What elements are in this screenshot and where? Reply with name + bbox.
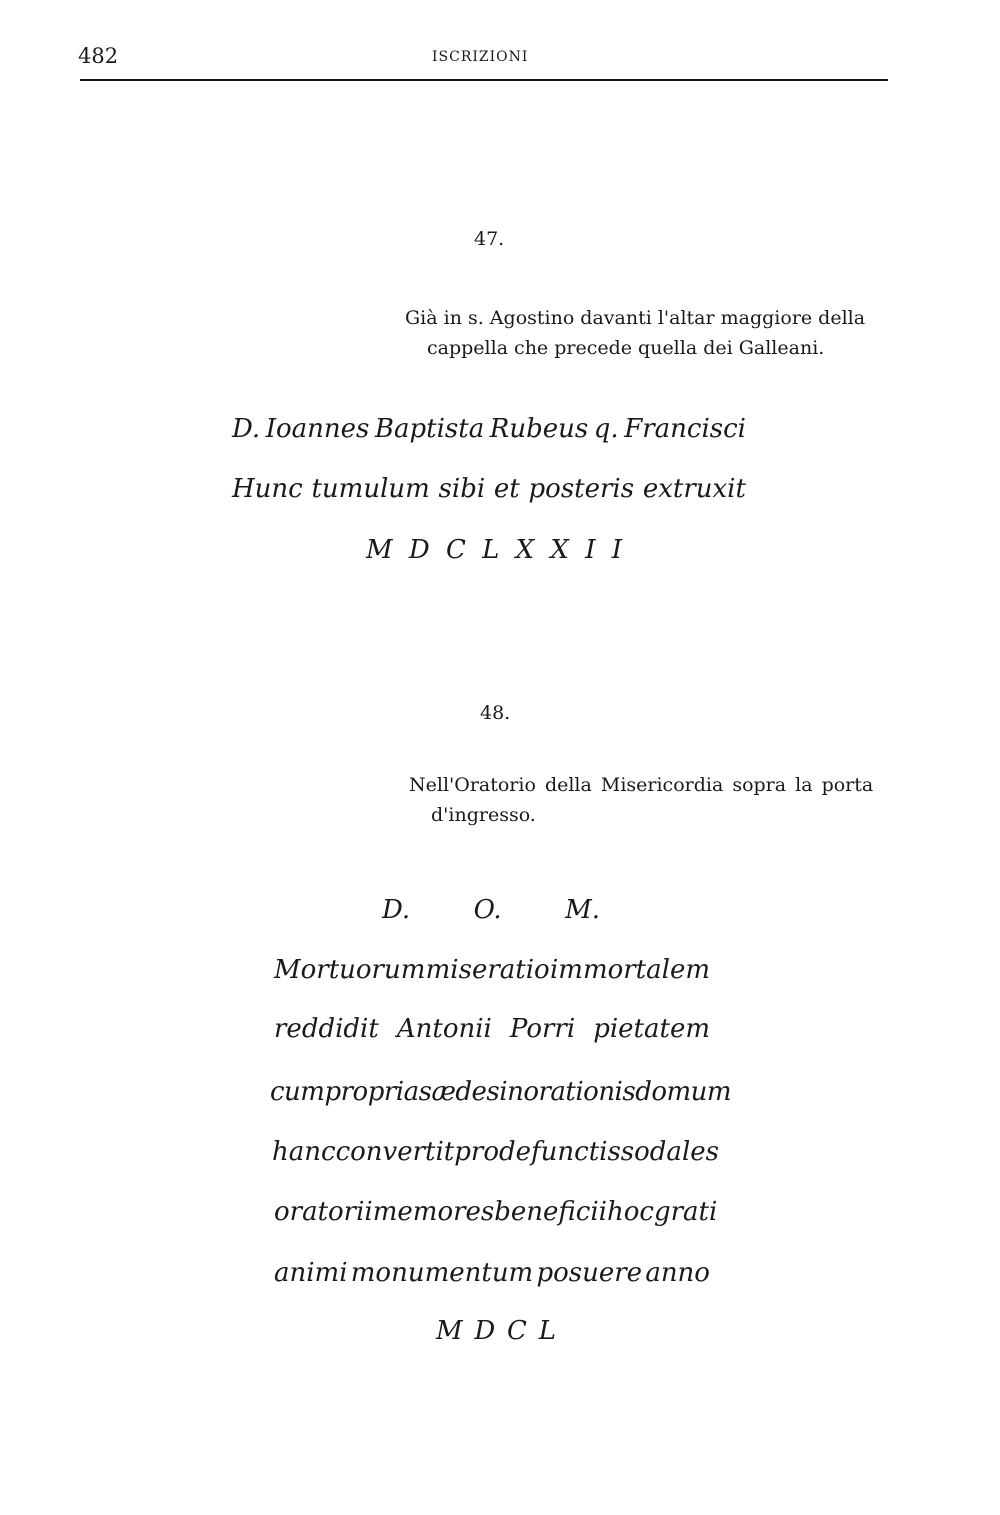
inscription-word: O.	[473, 895, 502, 925]
inscription-word: ædes	[431, 1077, 500, 1107]
inscription-word: Hunc	[232, 474, 303, 504]
inscription-word: Antonii	[396, 1014, 492, 1044]
inscription-word: Francisci	[624, 414, 746, 444]
inscription-word: defunctis	[498, 1137, 621, 1167]
page-number: 482	[78, 44, 119, 68]
inscription-word: animi	[274, 1258, 348, 1288]
inscription-word: sibi	[438, 474, 486, 504]
inscription-word: L	[482, 535, 500, 565]
inscription-line	[366, 535, 622, 565]
inscription-word: Ioannes	[265, 414, 370, 444]
inscription-word: Rubeus	[489, 414, 589, 444]
inscription-word: q.	[593, 414, 619, 444]
inscription-word: memores	[372, 1197, 495, 1227]
inscription-word: C	[445, 535, 466, 565]
inscription-word: anno	[645, 1258, 710, 1288]
inscription-word: Mortuorum	[274, 955, 426, 985]
inscription-word: Baptista	[374, 414, 485, 444]
inscription-word: et	[493, 474, 520, 504]
header-rule	[80, 79, 888, 81]
inscription-word: grati	[653, 1197, 718, 1227]
inscription-word: D.	[382, 895, 411, 925]
inscription-line	[274, 1258, 710, 1288]
inscription-word: posteris	[528, 474, 635, 504]
inscription-word: pietatem	[593, 1014, 710, 1044]
inscription-word: posuere	[536, 1258, 643, 1288]
inscription-word: in	[499, 1077, 524, 1107]
location-note: Nell'Oratorio della Misericordia sopra la porta	[409, 774, 874, 796]
inscription-word: Porri	[509, 1014, 576, 1044]
inscription-word: extruxit	[642, 474, 746, 504]
inscription-word: M	[436, 1316, 463, 1346]
inscription-number: 48.	[480, 702, 511, 724]
inscription-line	[270, 1077, 732, 1107]
inscription-number: 47.	[474, 228, 505, 250]
inscription-word: tumulum	[311, 474, 430, 504]
inscription-line	[272, 1137, 719, 1167]
inscription-word: oratorii	[274, 1197, 373, 1227]
inscription-line	[232, 474, 746, 504]
inscription-word: I	[585, 535, 596, 565]
inscription-word: L	[538, 1316, 556, 1346]
inscription-word: reddidit	[274, 1014, 379, 1044]
inscription-word: D.	[232, 414, 261, 444]
location-note: cappella che precede quella dei Galleani.	[427, 337, 825, 359]
inscription-word: domum	[635, 1077, 732, 1107]
inscription-word: cum	[270, 1077, 325, 1107]
inscription-word: M.	[565, 895, 600, 925]
inscription-word: monumentum	[350, 1258, 534, 1288]
inscription-word: miseratio	[425, 955, 550, 985]
inscription-word: immortalem	[549, 955, 710, 985]
location-note: d'ingresso.	[431, 804, 536, 826]
inscription-word: convertit	[335, 1137, 455, 1167]
inscription-line	[382, 895, 600, 925]
inscription-word: sodales	[620, 1137, 719, 1167]
inscription-word: X	[550, 535, 569, 565]
inscription-word: I	[611, 535, 622, 565]
inscription-line	[274, 955, 710, 985]
inscription-word: C	[507, 1316, 527, 1346]
inscription-word: D	[474, 1316, 496, 1346]
inscription-word: hanc	[272, 1137, 336, 1167]
inscription-word: X	[515, 535, 535, 565]
inscription-line	[274, 1197, 718, 1227]
inscription-word: proprias	[324, 1077, 432, 1107]
location-note: Già in s. Agostino davanti l'altar maggiore della	[405, 307, 866, 329]
inscription-line	[436, 1316, 556, 1346]
inscription-word: hoc	[606, 1197, 654, 1227]
inscription-word: orationis	[523, 1077, 636, 1107]
inscription-line	[274, 1014, 710, 1044]
inscription-word: M	[366, 535, 393, 565]
inscription-line	[232, 414, 746, 444]
inscription-word: beneficii	[494, 1197, 607, 1227]
inscription-word: D	[408, 535, 430, 565]
inscription-word: pro	[454, 1137, 499, 1167]
running-head: ISCRIZIONI	[432, 49, 529, 65]
